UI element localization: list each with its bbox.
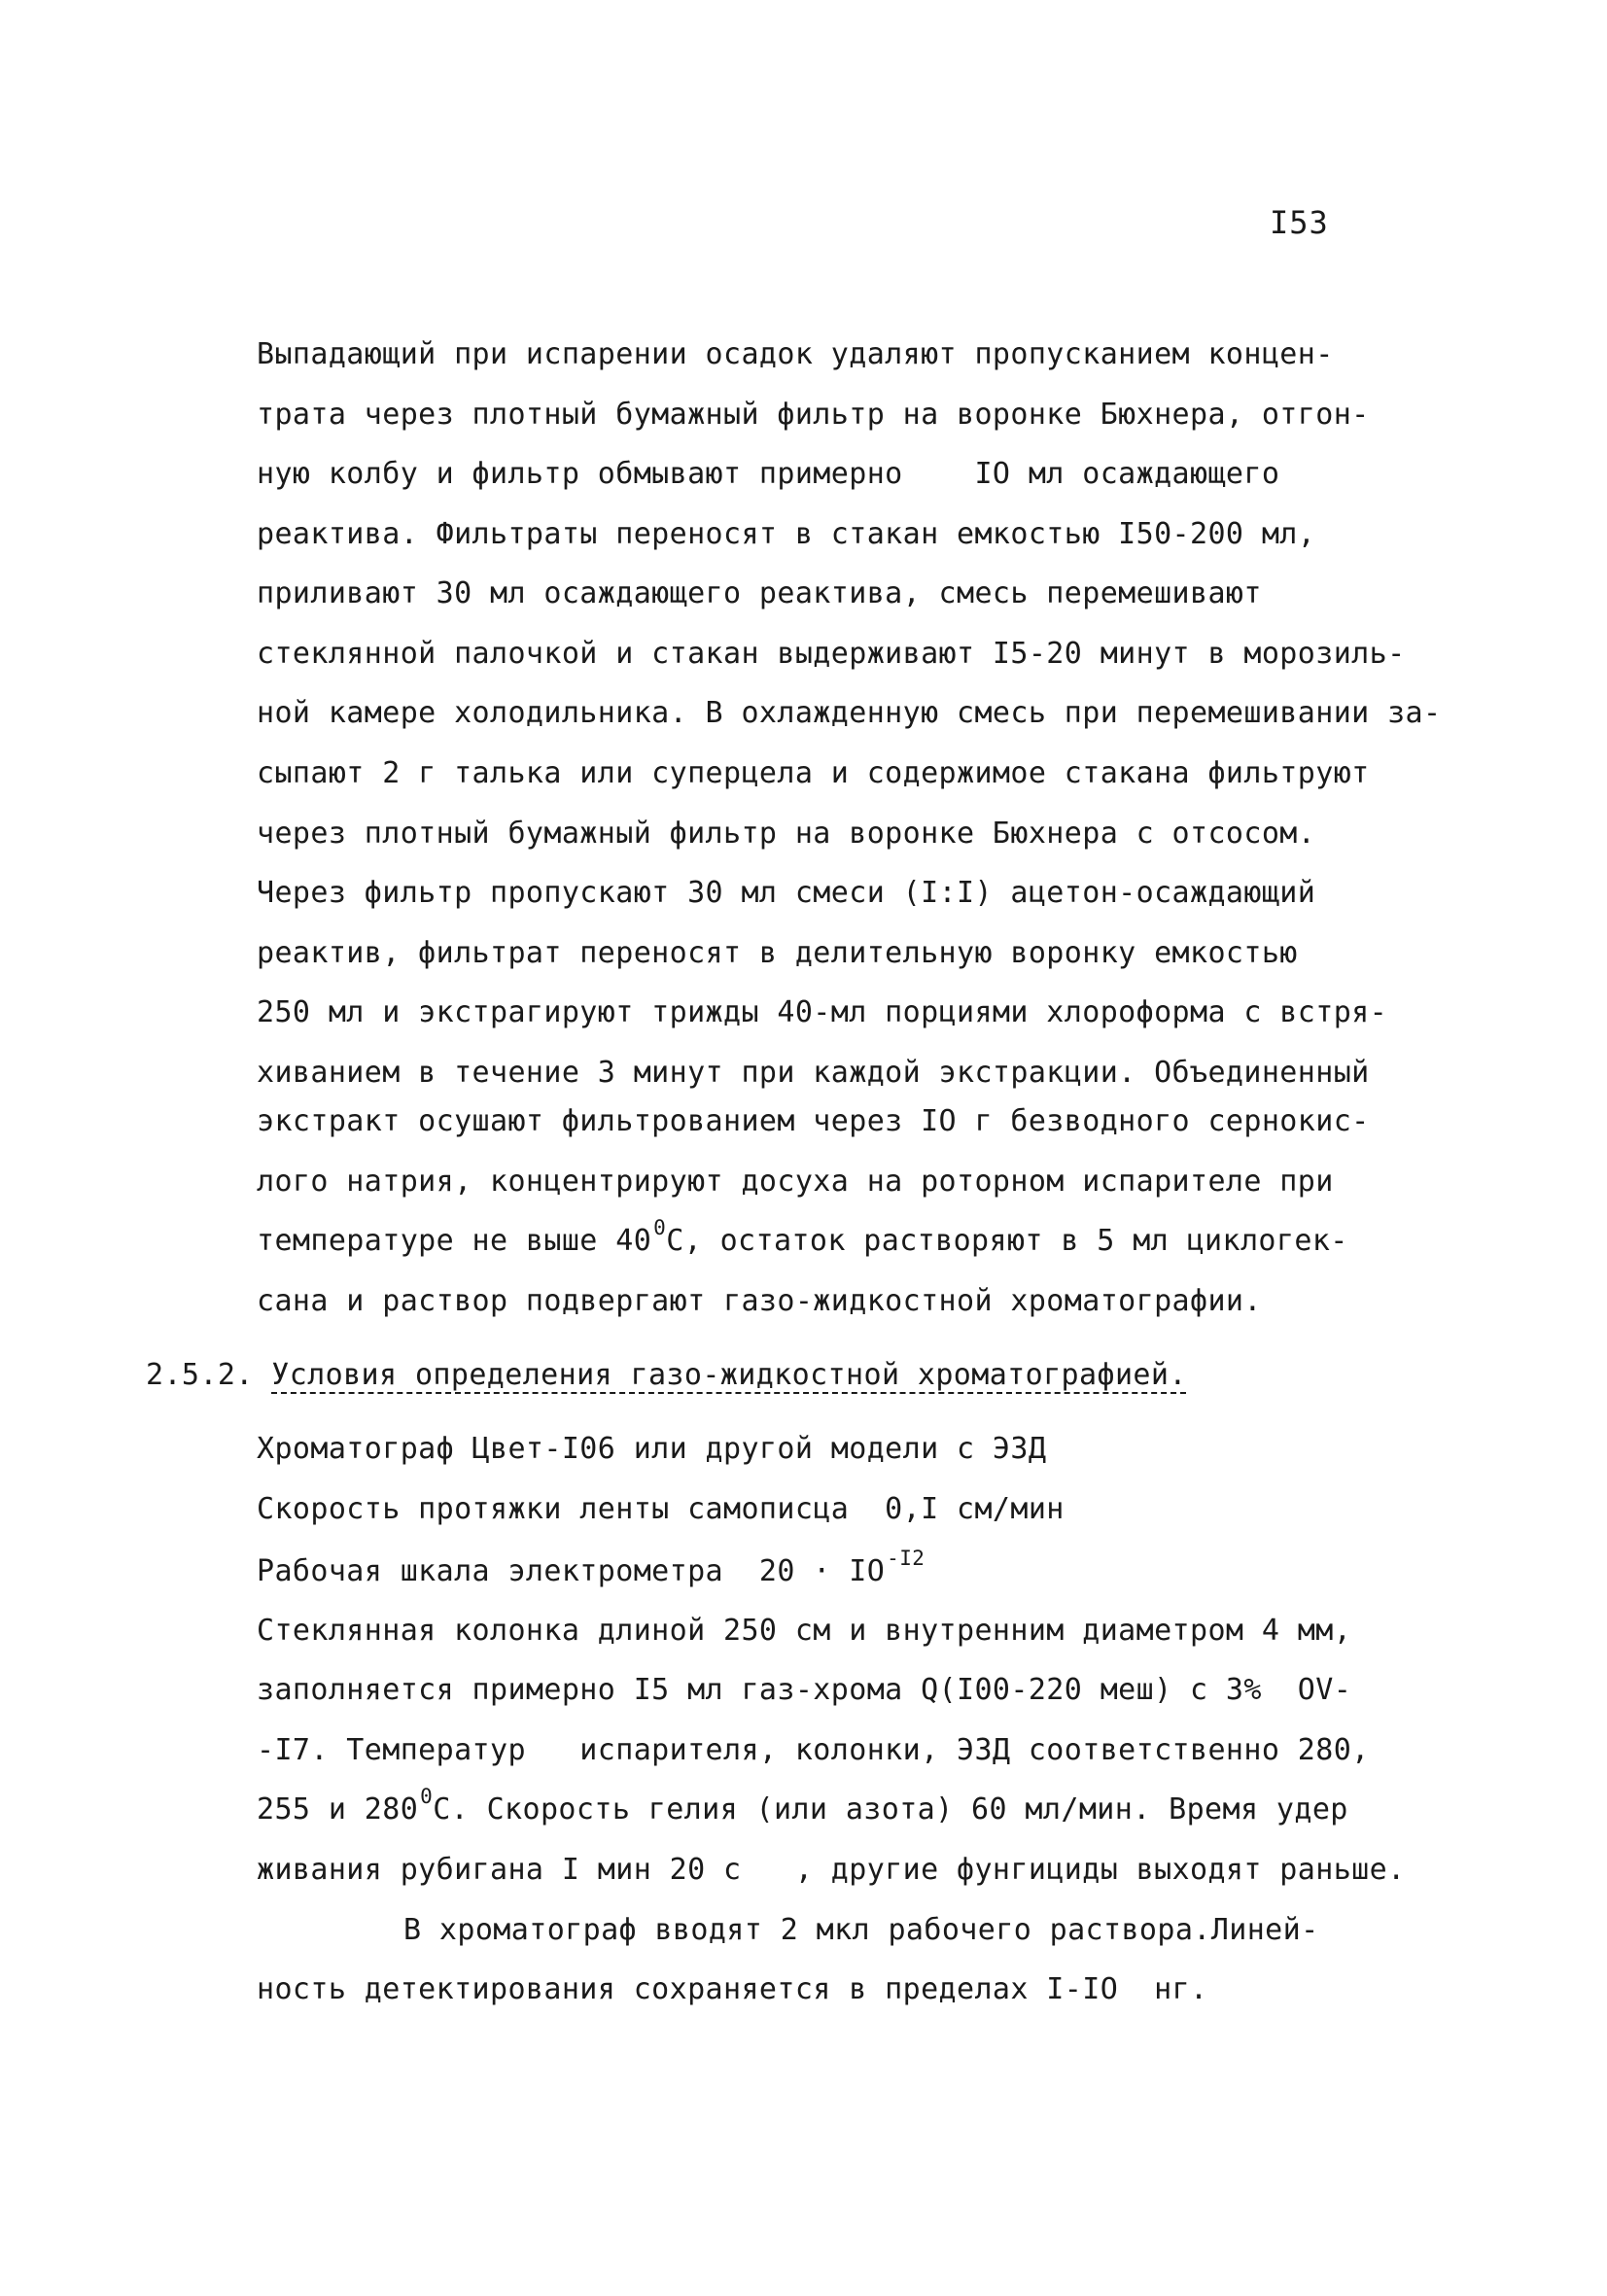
text-segment: Рабочая шкала электрометра 20 · IO: [257, 1554, 886, 1588]
text-line: заполняется примерно I5 мл газ-хрома Q(I00-220 меш) с 3% OV-: [257, 1673, 1352, 1707]
text-line: реактив, фильтрат переносят в делительную воронку емкостью: [257, 936, 1298, 970]
text-line: стеклянной палочкой и стакан выдерживают I5-20 минут в морозиль-: [257, 637, 1406, 671]
text-line: 250 мл и экстрагируют трижды 40-мл порциями хлороформа с встря-: [257, 995, 1388, 1029]
section-title: Условия определения газо-жидкостной хроматографией.: [271, 1358, 1187, 1392]
text-line: хиванием в течение 3 минут при каждой экстракции. Объединенный: [257, 1056, 1370, 1090]
text-segment: температуре не выше 40: [257, 1224, 652, 1258]
section-number: 2.5.2.: [146, 1358, 254, 1392]
text-line: Через фильтр пропускают 30 мл смеси (I:I) ацетон-осаждающий: [257, 876, 1316, 910]
text-line: через плотный бумажный фильтр на воронке Бюхнера с отсосом.: [257, 817, 1316, 851]
text-line: В хроматограф вводят 2 мкл рабочего раствора.Линей-: [403, 1913, 1319, 1947]
superscript: -I2: [887, 1547, 926, 1570]
text-line: Выпадающий при испарении осадок удаляют пропусканием концен-: [257, 337, 1334, 371]
text-line: ность детектирования сохраняется в пределах I-IO нг.: [257, 1972, 1208, 2006]
text-line: [257, 1216, 1348, 1263]
text-line: сана и раствор подвергают газо-жидкостной хроматографии.: [257, 1284, 1262, 1318]
text-line: сыпают 2 г талька или суперцела и содержимое стакана фильтруют: [257, 756, 1370, 790]
text-line: лого натрия, концентрируют досуха на роторном испарителе при: [257, 1165, 1334, 1199]
text-line: [257, 1785, 1348, 1831]
superscript: 0: [420, 1785, 434, 1808]
text-line: трата через плотный бумажный фильтр на воронке Бюхнера, отгон-: [257, 398, 1370, 432]
condition-line: [257, 1547, 926, 1593]
text-line: реактива. Фильтраты переносят в стакан емкостью I50-200 мл,: [257, 517, 1316, 551]
page-number: I53: [1270, 204, 1329, 241]
text-line: Стеклянная колонка длиной 250 см и внутренним диаметром 4 мм,: [257, 1614, 1352, 1648]
text-line: экстракт осушают фильтрованием через IO г безводного сернокис-: [257, 1104, 1370, 1138]
condition-line: Хроматограф Цвет-I06 или другой модели с ЭЗД: [257, 1432, 1047, 1466]
text-segment: С, остаток растворяют в 5 мл циклогек-: [666, 1224, 1348, 1258]
superscript: 0: [653, 1216, 667, 1239]
text-line: ной камере холодильника. В охлажденную смесь при перемешивании за-: [257, 696, 1442, 730]
text-line: -I7. Температур испарителя, колонки, ЭЗД соответственно 280,: [257, 1733, 1370, 1767]
text-segment: 255 и 280: [257, 1792, 419, 1826]
condition-line: Скорость протяжки ленты самописца 0,I см/мин: [257, 1492, 1065, 1526]
text-segment: С. Скорость гелия (или азота) 60 мл/мин. Время удер: [433, 1792, 1348, 1826]
text-line: ную колбу и фильтр обмывают примерно IO мл осаждающего: [257, 457, 1280, 491]
text-line: приливают 30 мл осаждающего реактива, смесь перемешивают: [257, 576, 1262, 610]
section-heading: [146, 1356, 1187, 1395]
text-line: живания рубигана I мин 20 с , другие фунгициды выходят раньше.: [257, 1853, 1406, 1887]
